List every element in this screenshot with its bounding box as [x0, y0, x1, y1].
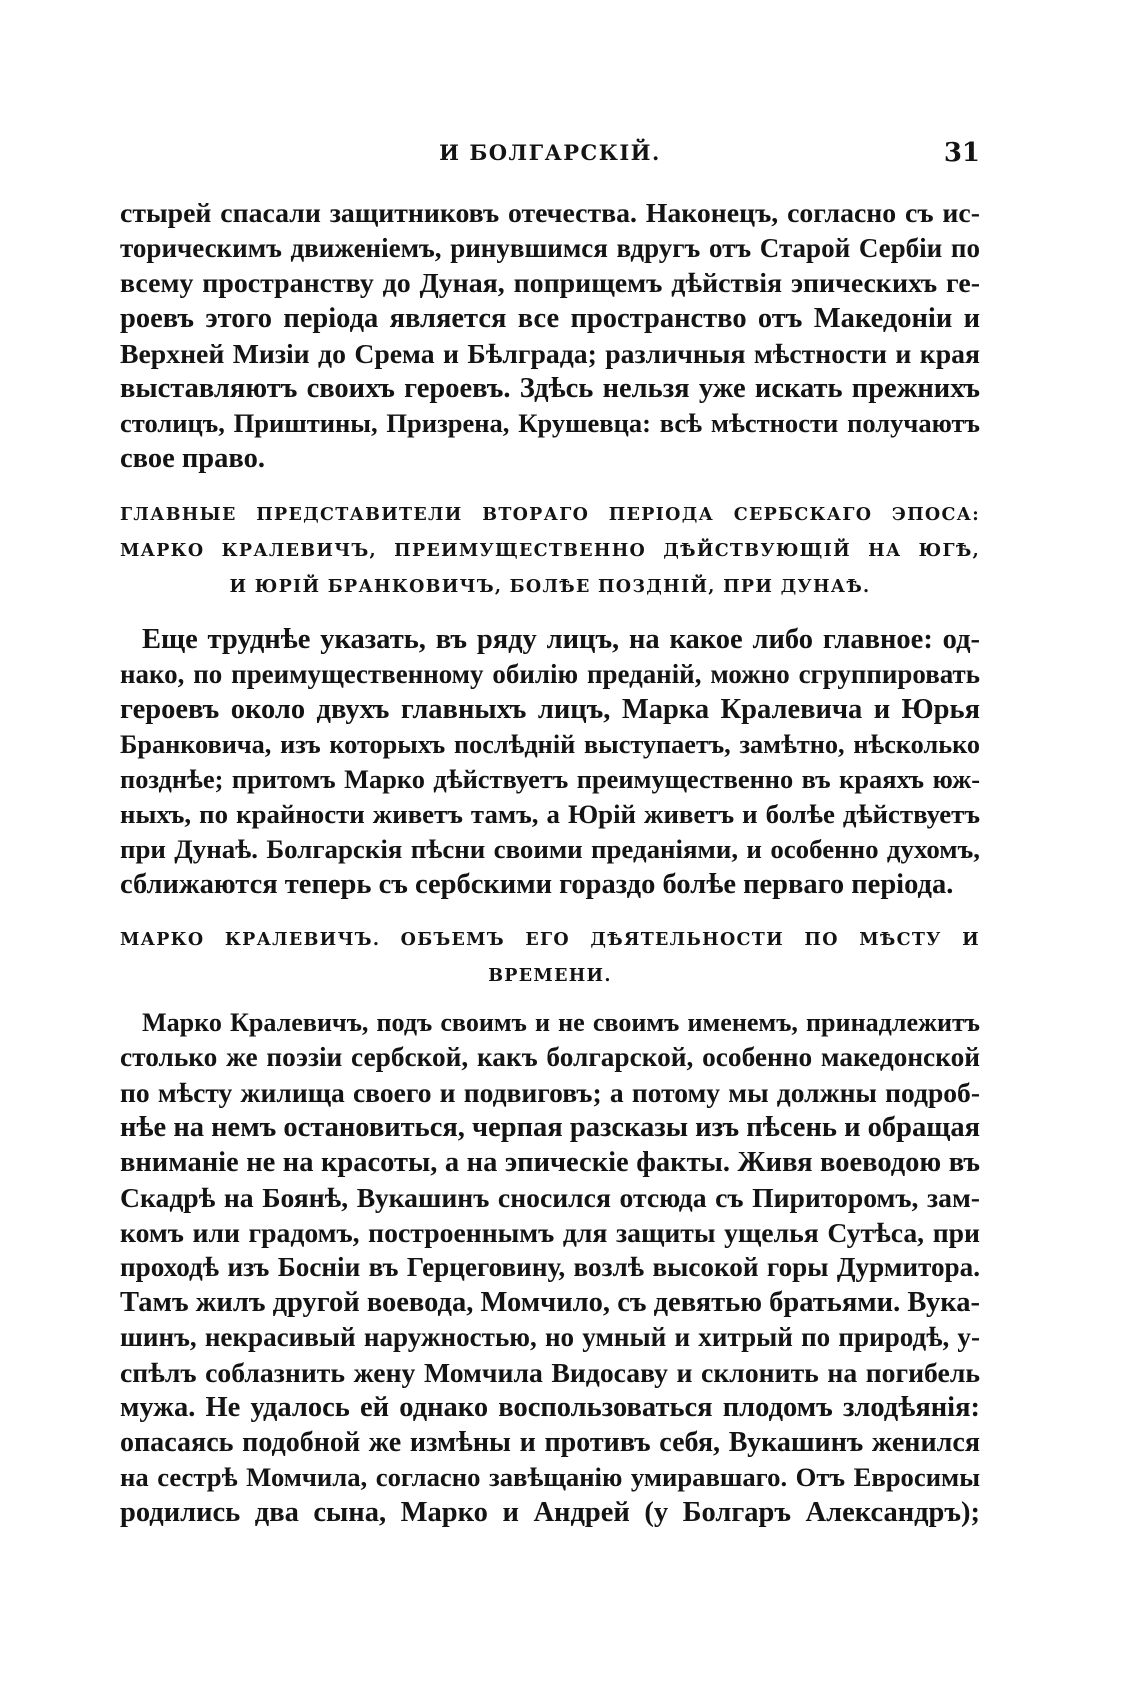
heading-line: МАРКО КРАЛЕВИЧЪ, ПРЕИМУЩЕСТВЕННО ДѢЙСТВУЮЩІЙ НА ЮГѢ,: [120, 541, 980, 561]
text-line: сближаются теперь съ сербскими гораздо болѣе перваго періода.: [120, 869, 954, 900]
text-line: Бранковича, изъ которыхъ послѣдній выступаетъ, замѣтно, нѣсколько: [120, 730, 980, 759]
text-line: ныхъ, по крайности живетъ тамъ, а Юрій живетъ и болѣе дѣйствуетъ: [120, 799, 980, 829]
text-line: столицъ, Приштины, Призрена, Крушевца: всѣ мѣстности получаютъ: [120, 408, 980, 438]
heading-line: ГЛАВНЫЕ ПРЕДСТАВИТЕЛИ ВТОРАГО ПЕРІОДА СЕРБСКАГО ЭПОСА:: [120, 505, 980, 525]
text-line: героевъ около двухъ главныхъ лицъ, Марка Кралевича и Юрья: [120, 694, 980, 725]
text-line: столько же поэзіи сербской, какъ болгарской, особенно македонской: [120, 1042, 980, 1072]
text-line: нако, по преимущественному обилію преданій, можно сгруппировать: [120, 659, 980, 689]
section-heading-marko-kralevich: [120, 922, 980, 994]
section-heading-main-representatives: [120, 497, 980, 605]
text-line: мужа. Не удалось ей однако воспользоваться плодомъ злодѣянія:: [120, 1392, 980, 1423]
text-line: позднѣе; притомъ Марко дѣйствуетъ преимущественно въ краяхъ юж-: [120, 764, 980, 794]
heading-line: МАРКО КРАЛЕВИЧЪ. ОБЪЕМЪ ЕГО ДѢЯТЕЛЬНОСТИ ПО МѢСТУ И: [120, 930, 980, 950]
page-number: 31: [943, 138, 980, 168]
text-line: шинъ, некрасивый наружностью, но умный и хитрый по природѣ, у-: [120, 1322, 980, 1352]
text-line: родились два сына, Марко и Андрей (у Болгаръ Александръ);: [120, 1497, 980, 1528]
text-line: свое право.: [120, 443, 265, 474]
text-line: Марко Кралевичъ, подъ своимъ и не своимъ именемъ, принадлежитъ: [142, 1008, 980, 1037]
paragraph-defenders: [120, 196, 980, 476]
text-line: на сестрѣ Момчила, согласно завѣщанію умиравшаго. Отъ Евросимы: [120, 1462, 980, 1492]
paragraph-marko-origins: [120, 1005, 980, 1530]
running-head: [120, 140, 980, 174]
text-line: комъ или градомъ, построеннымъ для защиты ущелья Сутѣса, при: [120, 1217, 980, 1248]
text-line: при Дунаѣ. Болгарскія пѣсни своими преданіями, и особенно духомъ,: [120, 834, 980, 864]
text-line: роевъ этого періода является все пространство отъ Македоніи и: [120, 303, 980, 334]
text-line: спѣлъ соблазнить жену Момчила Видосаву и склонить на погибель: [120, 1357, 980, 1388]
text-line: всему пространству до Дуная, поприщемъ дѣйствія эпическихъ ге-: [120, 268, 980, 299]
text-line: Скадрѣ на Боянѣ, Вукашинъ сносился отсюда съ Пириторомъ, зам-: [120, 1182, 980, 1213]
paragraph-two-heroes: [120, 622, 980, 902]
heading-line: И ЮРІЙ БРАНКОВИЧЪ, БОЛѢЕ ПОЗДНІЙ, ПРИ ДУНАѢ.: [229, 577, 871, 597]
text-line: опасаясь подобной же измѣны и противъ себя, Вукашинъ женился: [120, 1427, 980, 1458]
text-line: выставляютъ своихъ героевъ. Здѣсь нельзя уже искать прежнихъ: [120, 373, 980, 404]
text-line: Еще труднѣе указать, въ ряду лицъ, на какое либо главное: од-: [142, 624, 980, 655]
text-line: стырей спасали защитниковъ отечества. Наконецъ, согласно съ ис-: [120, 198, 980, 229]
text-line: по мѣсту жилища своего и подвиговъ; а потому мы должны подроб-: [120, 1077, 980, 1108]
text-line: торическимъ движеніемъ, ринувшимся вдругъ отъ Старой Сербіи по: [120, 233, 980, 263]
text-line: нѣе на немъ остановиться, черпая разсказы изъ пѣсень и обращая: [120, 1112, 980, 1143]
heading-line: ВРЕМЕНИ.: [488, 966, 612, 986]
text-line: Верхней Мизіи до Срема и Бѣлграда; различныя мѣстности и края: [120, 338, 980, 369]
running-title: И БОЛГАРСКІЙ.: [439, 140, 661, 165]
text-line: Тамъ жилъ другой воевода, Момчило, съ девятью братьями. Вука-: [120, 1287, 980, 1318]
text-line: проходѣ изъ Босніи въ Герцеговину, возлѣ высокой горы Дурмитора.: [120, 1252, 980, 1282]
text-line: вниманіе не на красоты, а на эпическіе факты. Живя воеводою въ: [120, 1147, 980, 1178]
